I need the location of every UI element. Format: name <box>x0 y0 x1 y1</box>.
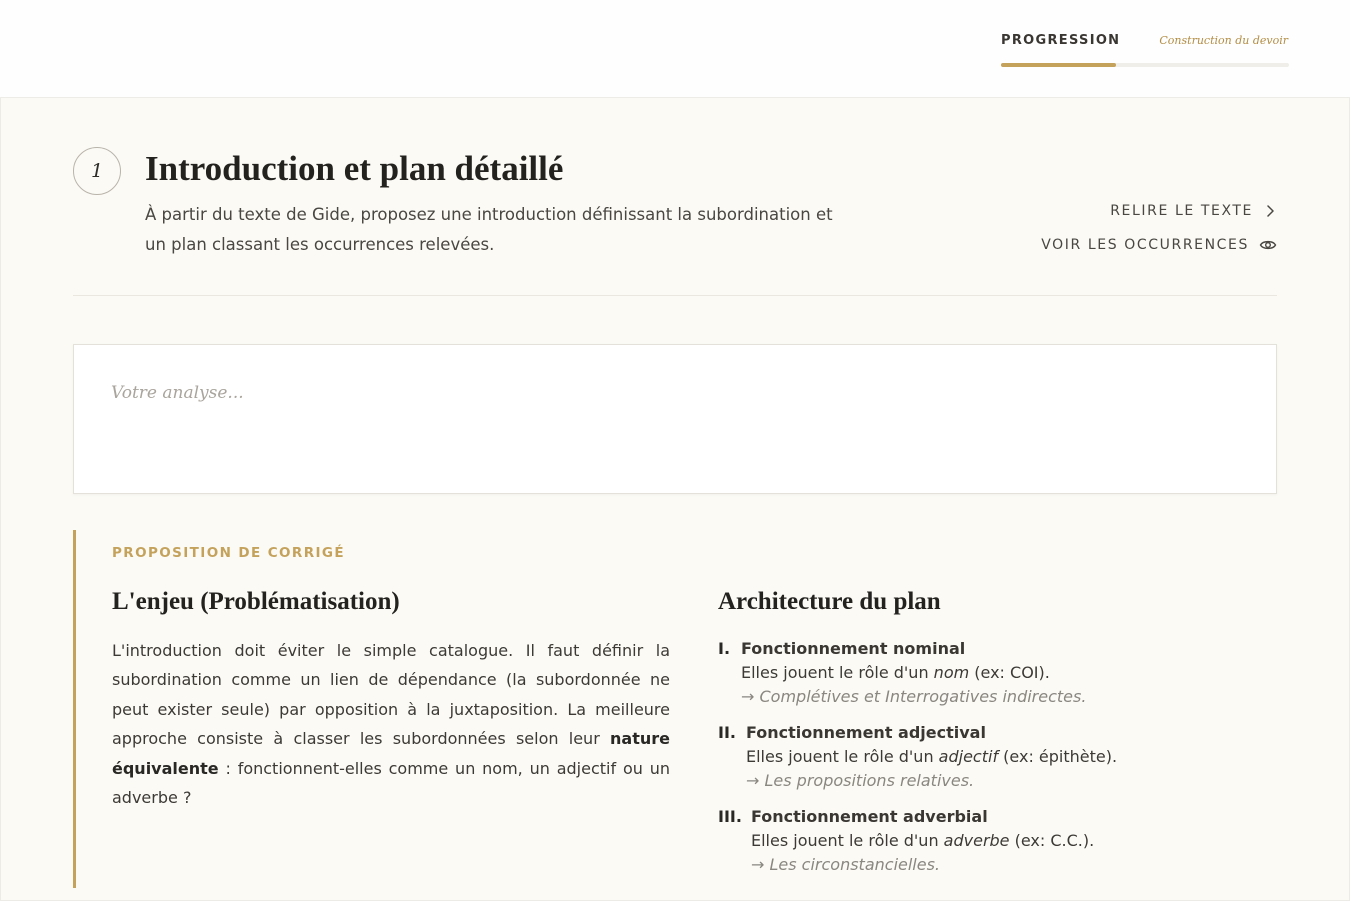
view-occurrences-label: VOIR LES OCCURRENCES <box>1041 237 1249 253</box>
analysis-textarea[interactable] <box>74 345 1276 493</box>
plan-item-number: III. <box>718 807 742 826</box>
plan-item-role-prefix: Elles jouent le rôle d'un <box>751 831 944 850</box>
question-description: À partir du texte de Gide, proposez une introduction définissant la subordination et un plan classant les occurrences relevées. <box>145 205 833 254</box>
plan-item-role-suffix: (ex: épithète). <box>998 747 1118 766</box>
plan-item-examples: → Complétives et Interrogatives indirectes. <box>741 687 1087 706</box>
top-header <box>0 0 1350 98</box>
plan-item-role-suffix: (ex: C.C.). <box>1009 831 1095 850</box>
view-occurrences-link[interactable] <box>1041 237 1277 253</box>
plan-item-role-word: adverbe <box>943 831 1010 850</box>
plan-item-number: II. <box>718 723 736 742</box>
plan-item-role-suffix: (ex: COI). <box>969 663 1050 682</box>
plan-item-examples: → Les circonstancielles. <box>751 855 941 874</box>
enjeu-text-before: L'introduction doit éviter le simple catalogue. Il faut définir la subordination comme un lien de dépendance (la subordonnée ne peut exister seule) par opposition à la juxtaposition. La meilleure approche consiste à classer les subordonnées selon leur <box>112 641 670 749</box>
plan-item-role-word: nom <box>933 663 970 682</box>
reread-text-label: RELIRE LE TEXTE <box>1110 203 1253 219</box>
correction-accent-bar <box>73 530 76 888</box>
progress-bar-fill <box>1001 63 1116 67</box>
plan-item-role-prefix: Elles jouent le rôle d'un <box>746 747 939 766</box>
plan-item-number: I. <box>718 639 731 658</box>
enjeu-text-after: : fonctionnent-elles comme un nom, un adjectif ou un adverbe ? <box>112 758 670 808</box>
answer-editor <box>73 344 1277 494</box>
question-title: Introduction et plan détaillé <box>145 149 564 188</box>
plan-title: Architecture du plan <box>718 588 941 615</box>
section-divider <box>73 295 1277 296</box>
progress-step-label: Construction du devoir <box>1159 34 1288 47</box>
enjeu-text <box>112 636 670 812</box>
plan-item-role-prefix: Elles jouent le rôle d'un <box>741 663 934 682</box>
plan-item-role <box>741 661 1086 685</box>
plan-item-role <box>746 745 1117 769</box>
step-number-badge: 1 <box>73 147 121 195</box>
progress-bar <box>1001 63 1289 67</box>
plan-item-examples: → Les propositions relatives. <box>746 771 975 790</box>
plan-item-role-word: adjectif <box>938 747 999 766</box>
reread-text-link[interactable] <box>1110 203 1277 219</box>
enjeu-title: L'enjeu (Problématisation) <box>112 588 400 615</box>
plan-item-heading: Fonctionnement adjectival <box>746 723 986 742</box>
plan-item-role <box>751 829 1094 853</box>
plan-item-heading: Fonctionnement nominal <box>741 639 966 658</box>
chevron-right-icon <box>1263 204 1277 218</box>
progress-label: PROGRESSION <box>1001 33 1121 48</box>
enjeu-text-bold: nature équivalente <box>112 729 670 778</box>
plan-item-heading: Fonctionnement adverbial <box>751 807 988 826</box>
correction-label: PROPOSITION DE CORRIGÉ <box>112 545 346 561</box>
eye-icon <box>1259 238 1277 252</box>
